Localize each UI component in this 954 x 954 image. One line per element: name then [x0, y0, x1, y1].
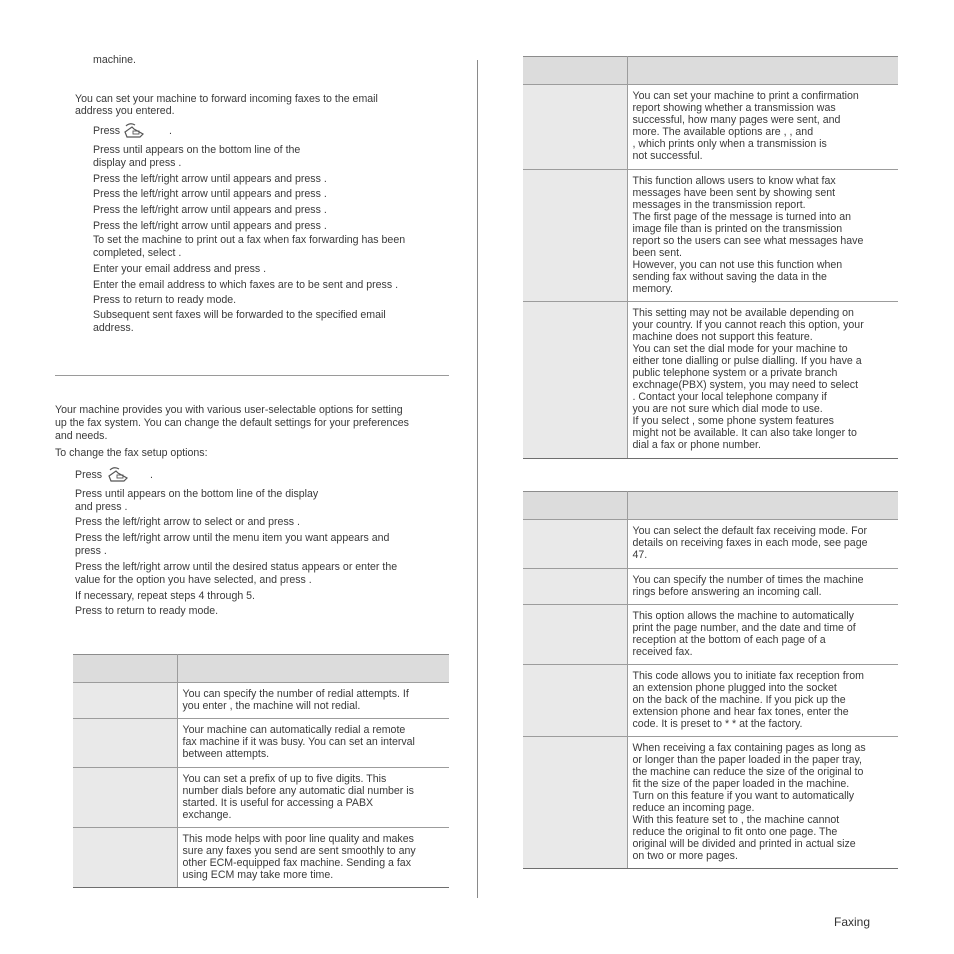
setup-step-4: Press the left/right arrow until the menu item you want appears and — [75, 532, 390, 544]
table-row: This option allows the machine to automatically print the page number, and the date and time of reception at the bottom of each page of a received fax. — [523, 605, 898, 665]
table-row: This function allows users to know what fax messages have been sent by showing sent messages in the transmission report. The first page of the message is turned into an image file than is printed on the transmission report so the users can see what messages have been sent. However, you can not use this function when sending fax without saving the data in the memory. — [523, 170, 898, 302]
setup-intro-2: up the fax system. You can change the default settings for your preferences — [55, 417, 409, 429]
footer-section-name: Faxing — [834, 915, 871, 929]
forward-step-2: Press until appears on the bottom line of the — [93, 144, 301, 156]
setup-step-3: Press the left/right arrow to select or and press . — [75, 516, 300, 528]
setup-lead: To change the fax setup options: — [55, 447, 208, 459]
setup-step-4b: press . — [75, 545, 107, 557]
table-row: You can select the default fax receiving mode. For details on receiving faxes in each mode, see page 47. — [523, 520, 898, 569]
forward-step-1: Press — [93, 125, 121, 137]
table-row: You can set your machine to print a confirmation report showing whether a transmission was successful, how many pages were sent, and more. The available options are , , and , which prints only when a transmission is not successful. — [523, 85, 898, 170]
table-header-row — [523, 492, 898, 520]
setup-intro-1: Your machine provides you with various user-selectable options for setting — [55, 404, 403, 416]
sending-options-table — [73, 654, 449, 888]
setup-intro-3: and needs. — [55, 430, 108, 442]
forward-note-2: address. — [93, 322, 134, 334]
forward-step-10: Press to return to ready mode. — [93, 294, 237, 306]
setup-step-7: Press to return to ready mode. — [75, 605, 219, 617]
forward-intro-line-1: You can set your machine to forward incoming faxes to the email — [75, 93, 378, 105]
setup-step-2: Press until appears on the bottom line of the display — [75, 488, 319, 500]
forward-step-5: Press the left/right arrow until appears and press . — [93, 204, 327, 216]
receiving-options-table — [523, 491, 898, 869]
forward-step-3: Press the left/right arrow until appears and press . — [93, 173, 327, 185]
table-row: You can specify the number of times the machine rings before answering an incoming call. — [523, 569, 898, 605]
forward-step-6: Press the left/right arrow until appears and press . — [93, 220, 327, 232]
setup-step-2b: and press . — [75, 501, 128, 513]
table-row: This setting may not be available depending on your country. If you cannot reach this option, your machine does not support this feature. You can set the dial mode for your machine to either tone dialling or pulse dialling. If you have a public telephone system or a private branch exchnage(PBX) system, you may need to select . Contact your local telephone company if you are not sure which dial mode to use. If you select , some phone system features might not be available. It can also take longer to dial a fax or phone number. — [523, 302, 898, 459]
forward-step-7b: completed, select . — [93, 247, 182, 259]
forward-step-2b: display and press . — [93, 157, 182, 169]
forward-note-1: Subsequent sent faxes will be forwarded to the specified email — [93, 309, 386, 321]
sending-report-table — [523, 56, 898, 459]
forward-tail: machine. — [93, 54, 136, 66]
table-row: You can set a prefix of up to five digits. This number dials before any automatic dial number is started. It is useful for accessing a PABX exchange. — [73, 768, 449, 828]
section-divider — [55, 375, 449, 376]
forward-step-8: Enter your email address and press . — [93, 263, 267, 275]
fax-machine-icon — [123, 122, 145, 138]
forward-step-7: To set the machine to print out a fax when fax forwarding has been — [93, 234, 406, 246]
table-row: You can specify the number of redial attempts. If you enter , the machine will not redial. — [73, 683, 449, 719]
table-row: This code allows you to initiate fax reception from an extension phone plugged into the socket on the back of the machine. If you pick up the extension phone and hear fax tones, enter the code. It is preset to * * at the factory. — [523, 665, 898, 737]
table-header-row — [73, 655, 449, 683]
table-row: Your machine can automatically redial a remote fax machine if it was busy. You can set an interval between attempts. — [73, 719, 449, 768]
setup-step-5: Press the left/right arrow until the desired status appears or enter the — [75, 561, 398, 573]
table-header-row — [523, 57, 898, 85]
forward-step-4: Press the left/right arrow until appears and press . — [93, 188, 327, 200]
forward-step-9: Enter the email address to which faxes are to be sent and press . — [93, 279, 399, 291]
setup-step-5b: value for the option you have selected, and press . — [75, 574, 312, 586]
column-divider — [477, 60, 478, 898]
forward-intro-line-2: address you entered. — [75, 105, 175, 117]
table-row: This mode helps with poor line quality and makes sure any faxes you send are sent smoothly to any other ECM-equipped fax machine. Sending a fax using ECM may take more time. — [73, 828, 449, 888]
table-row: When receiving a fax containing pages as long as or longer than the paper loaded in the paper tray, the machine can reduce the size of the original to fit the size of the paper loaded in the machine. Turn on this feature if you want to automatically reduce an incoming page. With this feature set to , the machine cannot reduce the original to fit onto one page. The original will be divided and printed in actual size on two or more pages. — [523, 737, 898, 869]
fax-machine-icon — [107, 466, 129, 482]
forward-step-1-dot: . — [169, 125, 172, 137]
setup-step-1: Press — [75, 469, 103, 481]
setup-step-1-dot: . — [150, 469, 153, 481]
setup-step-6: If necessary, repeat steps 4 through 5. — [75, 590, 256, 602]
